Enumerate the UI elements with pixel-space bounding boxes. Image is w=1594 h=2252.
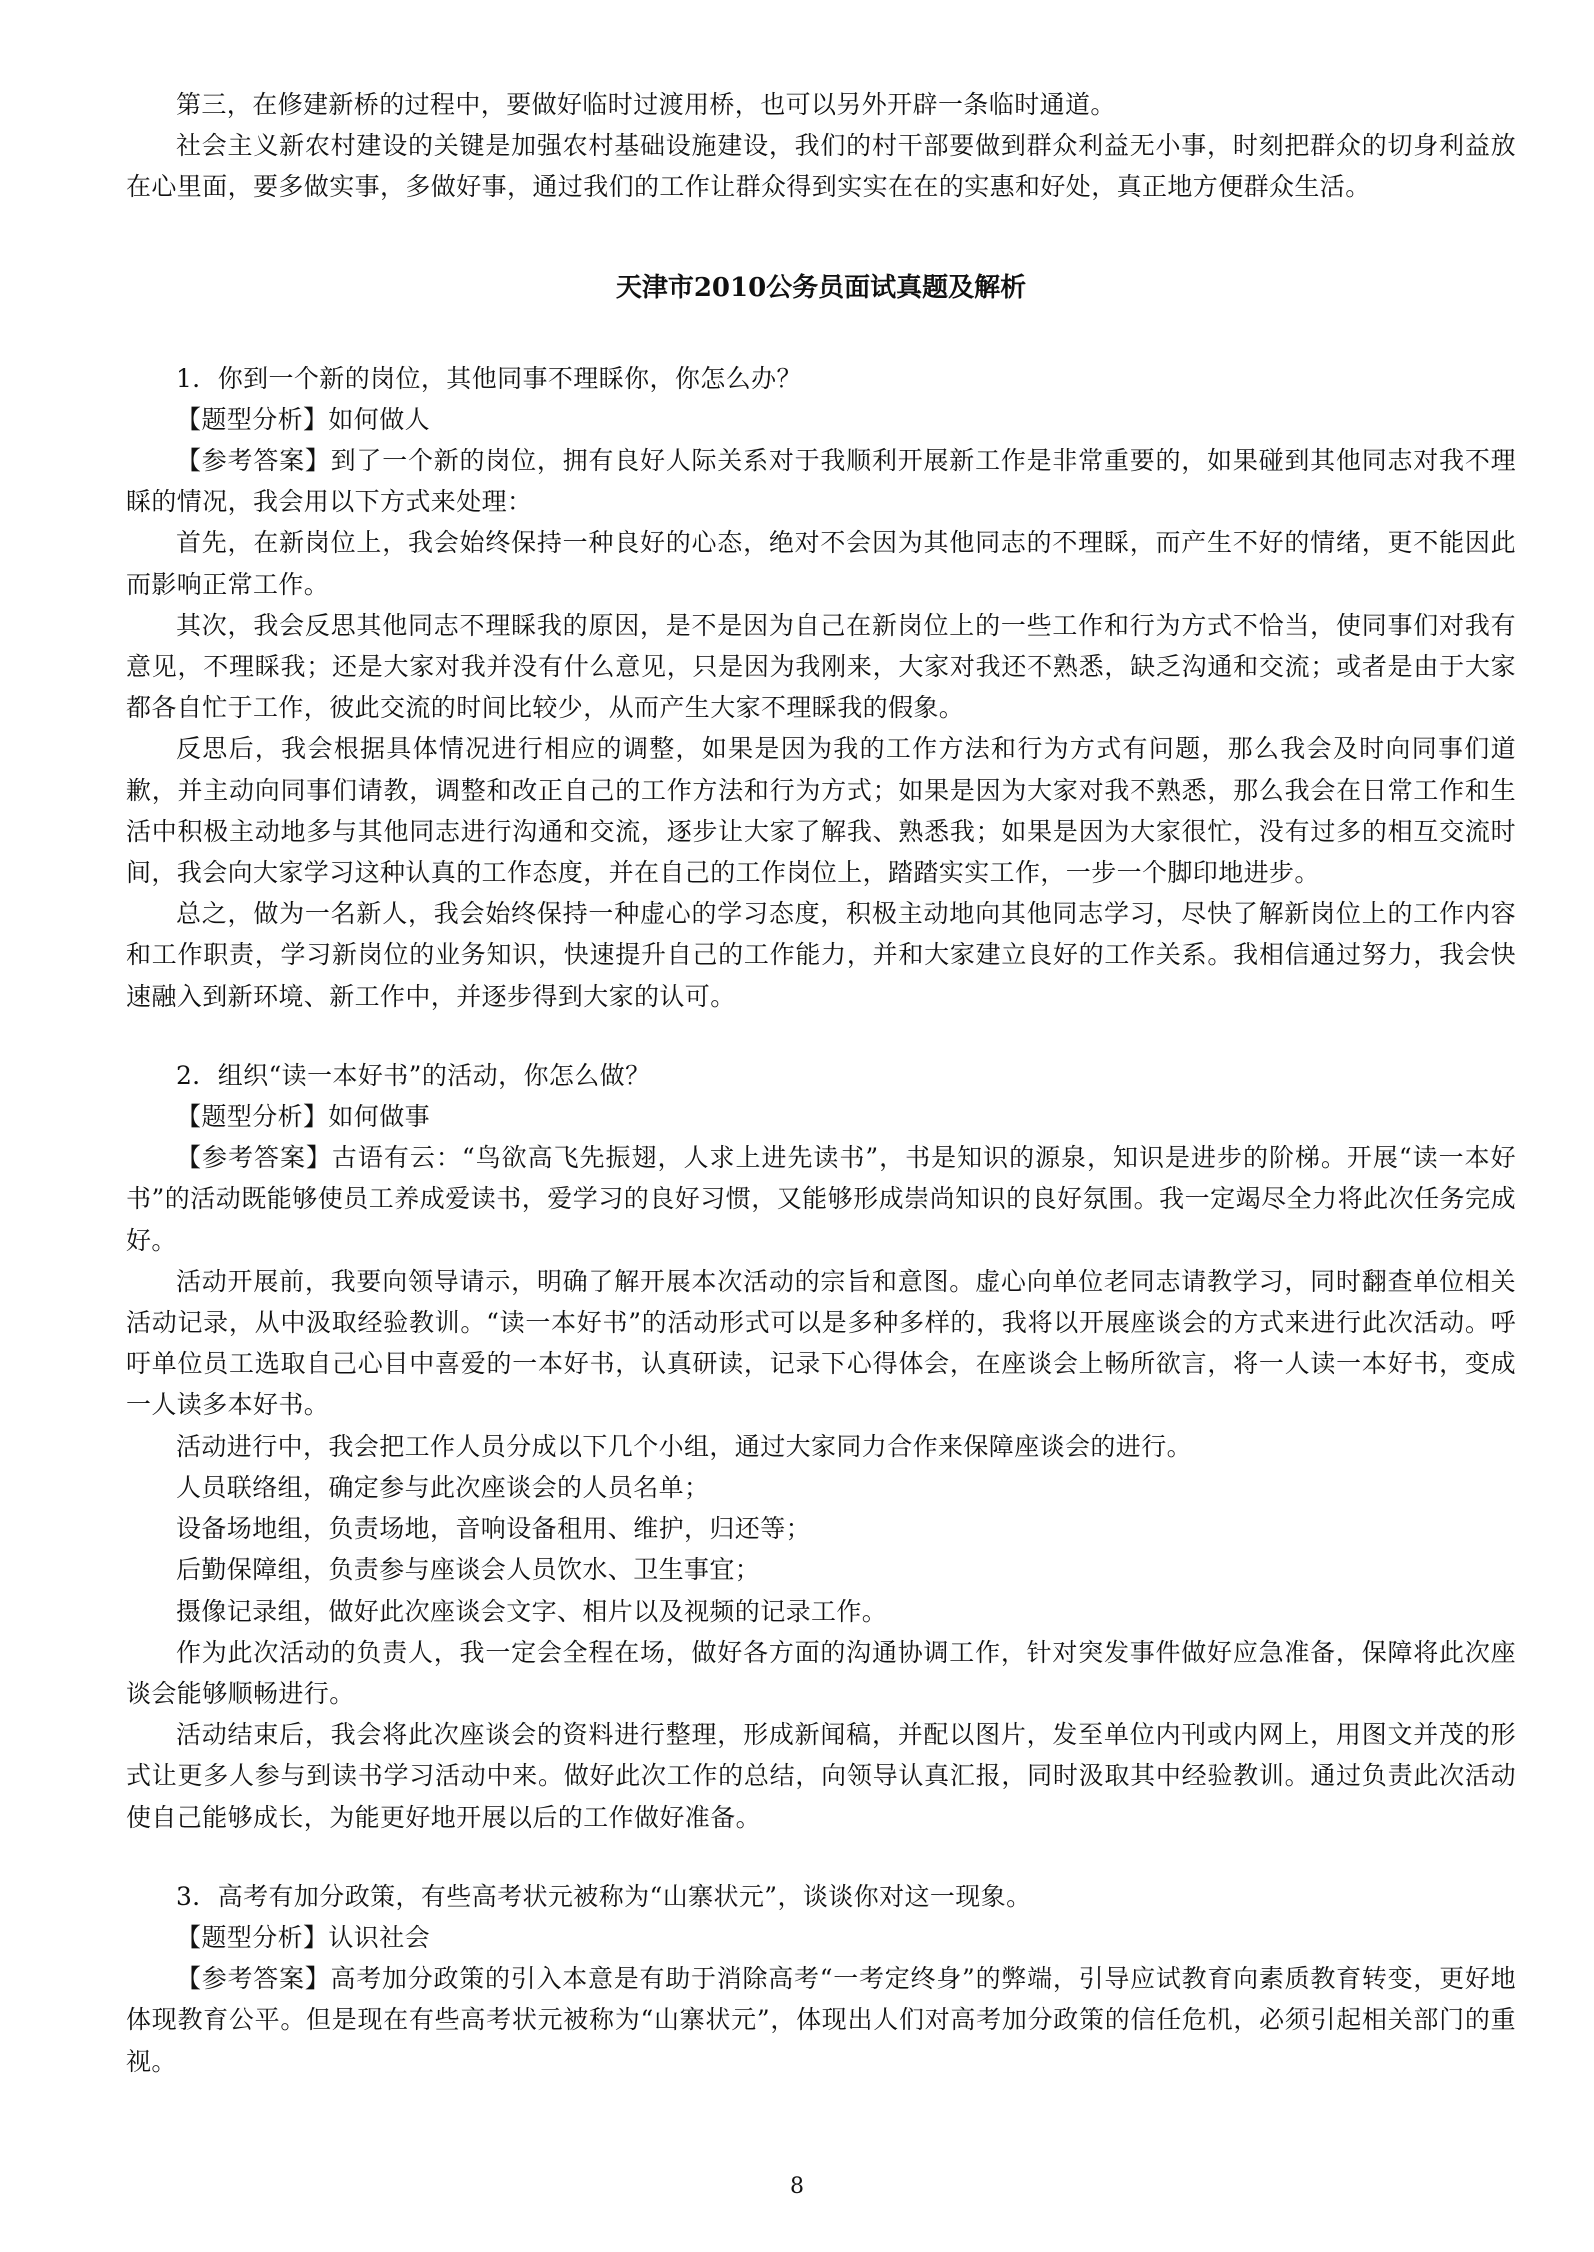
answer-paragraph: 【参考答案】古语有云：“鸟欲高飞先振翅，人求上进先读书”，书是知识的源泉，知识是进步的阶梯。开展“读一本好书”的活动既能够使员工养成爱读书，爱学习的良好习惯，又能够形成崇尚知识的良好氛围。我一定竭尽全力将此次任务完成好。 [126,1143,1516,1255]
answer-paragraph: 摄像记录组，做好此次座谈会文字、相片以及视频的记录工作。 [176,1596,888,1626]
answer-paragraph: 作为此次活动的负责人，我一定会全程在场，做好各方面的沟通协调工作，针对突发事件做好应急准备，保障将此次座谈会能够顺畅进行。 [126,1637,1516,1708]
answer-paragraph: 反思后，我会根据具体情况进行相应的调整，如果是因为我的工作方法和行为方式有问题，那么我会及时向同事们道歉，并主动向同事们请教，调整和改正自己的工作方法和行为方式；如果是因为大家对我不熟悉，那么我会在日常工作和生活中积极主动地多与其他同志进行沟通和交流，逐步让大家了解我、熟悉我；如果是因为大家很忙，没有过多的相互交流时间，我会向大家学习这种认真的工作态度，并在自己的工作岗位上，踏踏实实工作，一步一个脚印地进步。 [126,734,1516,888]
question-3: 3．高考有加分政策，有些高考状元被称为“山寨状元”，谈谈你对这一现象。 [176,1881,1032,1911]
section-title: 天津市2010公务员面试真题及解析 [615,272,1027,303]
answer-paragraph: 活动开展前，我要向领导请示，明确了解开展本次活动的宗旨和意图。虚心向单位老同志请教学习，同时翻查单位相关活动记录，从中汲取经验教训。“读一本好书”的活动形式可以是多种多样的，我将以开展座谈会的方式来进行此次活动。呼吁单位员工选取自己心目中喜爱的一本好书，认真研读，记录下心得体会，在座谈会上畅所欲言，将一人读一本好书，变成一人读多本好书。 [126,1266,1516,1420]
question-3-type: 【题型分析】认识社会 [176,1922,431,1952]
question-2-type: 【题型分析】如何做事 [176,1102,431,1132]
question-1: 1．你到一个新的岗位，其他同事不理睬你，你怎么办？ [176,363,802,393]
intro-paragraph: 社会主义新农村建设的关键是加强农村基础设施建设，我们的村干部要做到群众利益无小事，时刻把群众的切身利益放在心里面，要多做实事，多做好事，通过我们的工作让群众得到实实在在的实惠和好处，真正地方便群众生活。 [126,131,1516,202]
answer-paragraph: 【参考答案】高考加分政策的引入本意是有助于消除高考“一考定终身”的弊端，引导应试教育向素质教育转变，更好地体现教育公平。但是现在有些高考状元被称为“山寨状元”，体现出人们对高考加分政策的信任危机，必须引起相关部门的重视。 [126,1964,1516,2076]
answer-paragraph: 设备场地组，负责场地，音响设备租用、维护，归还等； [176,1514,812,1544]
intro-paragraph: 第三，在修建新桥的过程中，要做好临时过渡用桥，也可以另外开辟一条临时通道。 [176,90,1116,119]
answer-paragraph: 人员联络组，确定参与此次座谈会的人员名单； [176,1472,710,1502]
answer-paragraph: 总之，做为一名新人，我会始终保持一种虚心的学习态度，积极主动地向其他同志学习，尽快了解新岗位上的工作内容和工作职责，学习新岗位的业务知识，快速提升自己的工作能力，并和大家建立良好的工作关系。我相信通过努力，我会快速融入到新环境、新工作中，并逐步得到大家的认可。 [126,899,1516,1011]
question-1-type: 【题型分析】如何做人 [176,404,431,434]
question-2: 2．组织“读一本好书”的活动，你怎么做？ [176,1060,651,1090]
page-number: 8 [790,2174,804,2199]
answer-paragraph: 活动进行中，我会把工作人员分成以下几个小组，通过大家同力合作来保障座谈会的进行。 [176,1431,1193,1461]
document-page [126,84,1516,2082]
answer-paragraph: 活动结束后，我会将此次座谈会的资料进行整理，形成新闻稿，并配以图片，发至单位内刊或内网上，用图文并茂的形式让更多人参与到读书学习活动中来。做好此次工作的总结，向领导认真汇报，同时汲取其中经验教训。通过负责此次活动使自己能够成长，为能更好地开展以后的工作做好准备。 [126,1720,1516,1832]
answer-paragraph: 后勤保障组，负责参与座谈会人员饮水、卫生事宜； [176,1555,761,1585]
answer-paragraph: 首先，在新岗位上，我会始终保持一种良好的心态，绝对不会因为其他同志的不理睬，而产生不好的情绪，更不能因此而影响正常工作。 [126,528,1516,599]
answer-paragraph: 其次，我会反思其他同志不理睬我的原因，是不是因为自己在新岗位上的一些工作和行为方式不恰当，使同事们对我有意见，不理睬我；还是大家对我并没有什么意见，只是因为我刚来，大家对我还不熟悉，缺乏沟通和交流；或者是由于大家都各自忙于工作，彼此交流的时间比较少，从而产生大家不理睬我的假象。 [126,610,1516,723]
answer-paragraph: 【参考答案】到了一个新的岗位，拥有良好人际关系对于我顺利开展新工作是非常重要的，如果碰到其他同志对我不理睬的情况，我会用以下方式来处理： [126,446,1516,517]
